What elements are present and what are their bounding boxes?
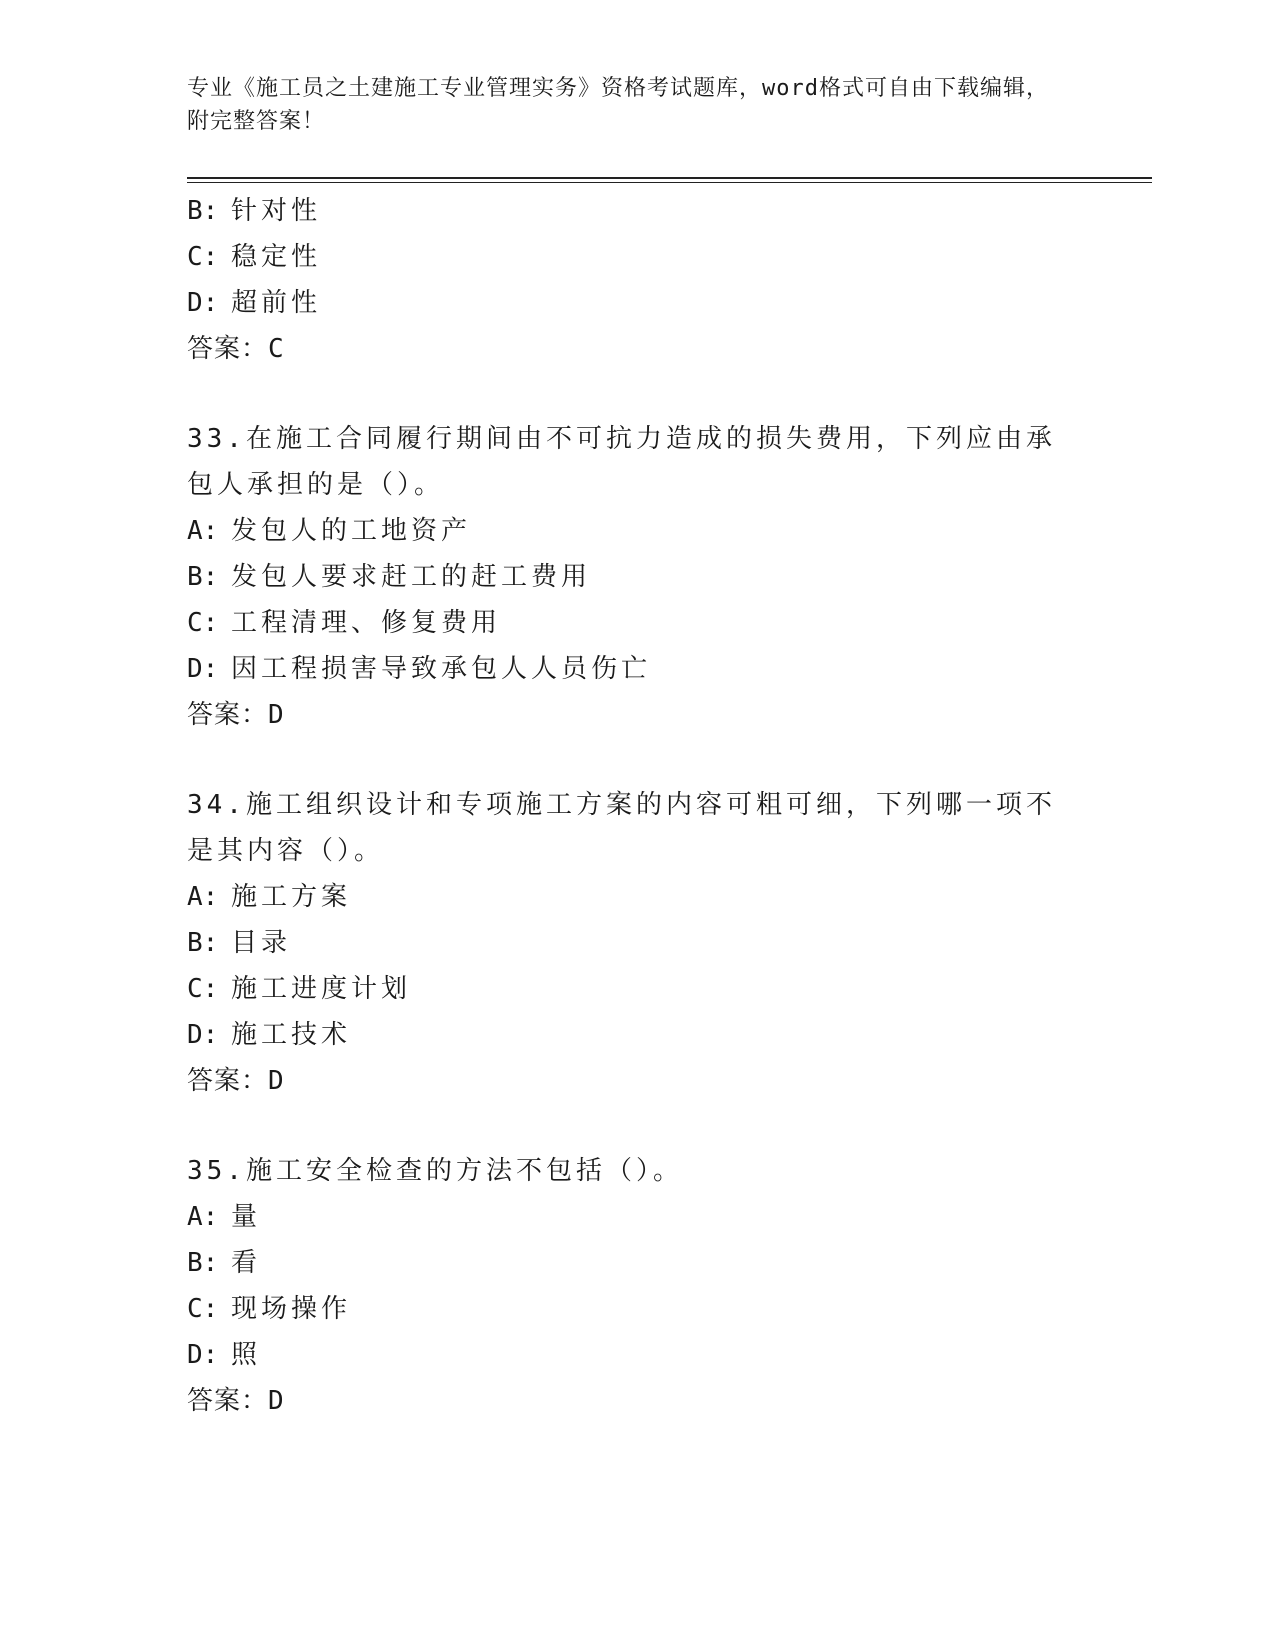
option-text: 针对性 [231,196,322,226]
option-key: B: [187,196,219,226]
option-key: A: [187,516,219,546]
option-b [187,554,1147,600]
option-text: 超前性 [231,288,322,318]
option-key: A: [187,882,219,912]
option-a [187,508,1147,554]
option-d [187,280,1147,326]
answer-line: 答案：D [187,1386,285,1416]
document-header: 专业《施工员之土建施工专业管理实务》资格考试题库，word格式可自由下载编辑，附完整答案！ [187,76,1049,134]
option-key: D: [187,1340,219,1370]
option-key: C: [187,1294,219,1324]
option-key: D: [187,654,219,684]
option-c [187,1286,1147,1332]
answer-line: 答案：D [187,1066,285,1096]
option-key: D: [187,1020,219,1050]
option-text: 看 [231,1248,262,1278]
option-text: 量 [231,1202,262,1232]
option-text: 现场操作 [231,1294,352,1324]
answer-line: 答案：C [187,334,285,364]
option-text: 施工技术 [231,1020,352,1050]
option-key: D: [187,288,219,318]
option-key: C: [187,242,219,272]
option-key: C: [187,608,219,638]
option-c [187,234,1147,280]
option-b [187,188,1147,234]
option-key: A: [187,1202,219,1232]
option-text: 稳定性 [231,242,322,272]
question-title: 35.施工安全检查的方法不包括（）。 [187,1156,683,1186]
option-key: C: [187,974,219,1004]
option-c [187,600,1147,646]
question-list [187,188,1147,1424]
option-text: 照 [231,1340,262,1370]
option-text: 因工程损害导致承包人人员伤亡 [231,654,652,684]
option-b [187,920,1147,966]
header-rule [187,177,1152,183]
option-a [187,1194,1147,1240]
option-d [187,1012,1147,1058]
option-text: 施工方案 [231,882,352,912]
option-key: B: [187,562,219,592]
option-key: B: [187,1248,219,1278]
option-text: 目录 [231,928,292,958]
answer-line: 答案：D [187,700,285,730]
option-text: 施工进度计划 [231,974,412,1004]
option-text: 工程清理、修复费用 [231,608,502,638]
option-a [187,874,1147,920]
question-title: 34.施工组织设计和专项施工方案的内容可粗可细，下列哪一项不是其内容（）。 [187,790,1056,866]
option-d [187,646,1147,692]
question-title: 33.在施工合同履行期间由不可抗力造成的损失费用，下列应由承包人承担的是（）。 [187,424,1056,500]
option-c [187,966,1147,1012]
option-text: 发包人的工地资产 [231,516,472,546]
option-d [187,1332,1147,1378]
option-text: 发包人要求赶工的赶工费用 [231,562,592,592]
option-key: B: [187,928,219,958]
option-b [187,1240,1147,1286]
